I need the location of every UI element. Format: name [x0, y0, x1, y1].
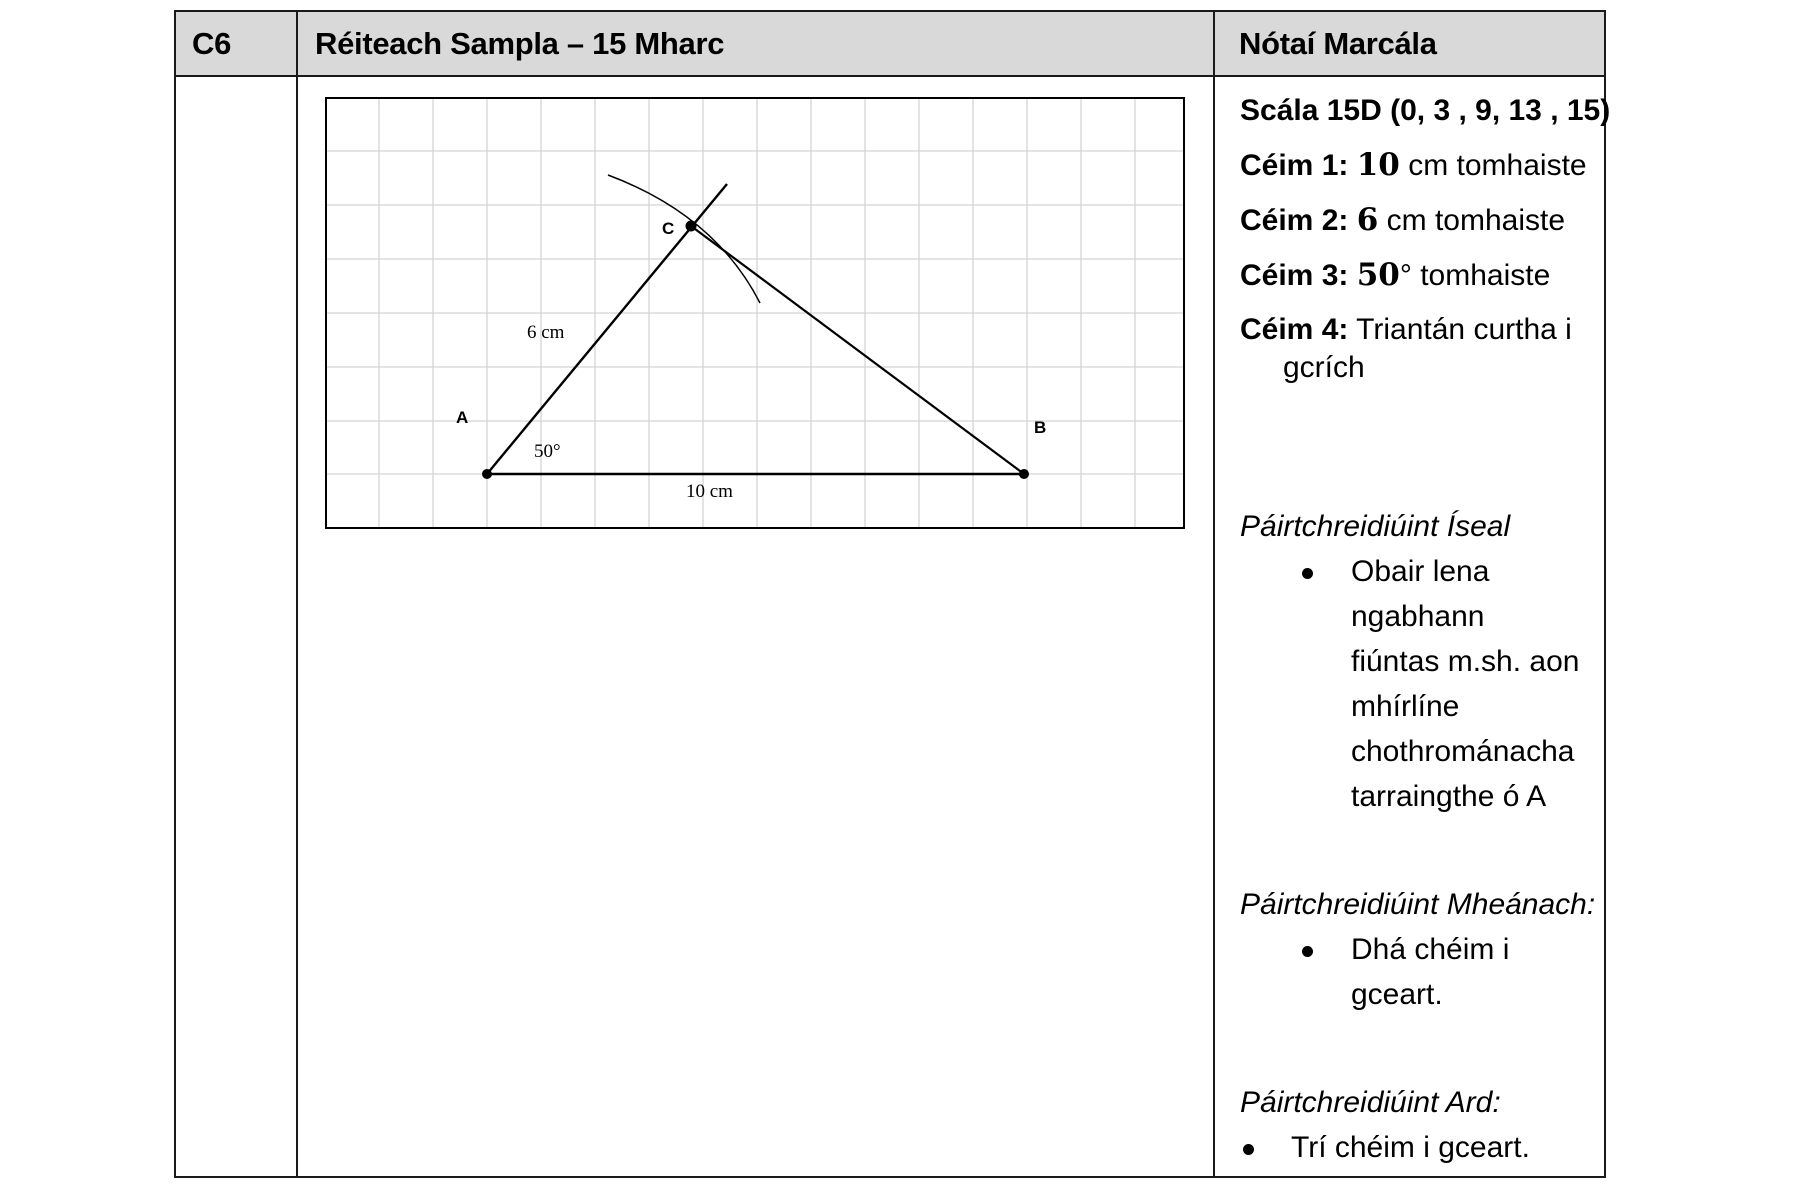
step-4-continuation: gcrích [1283, 351, 1365, 384]
partial-credit-low-bullet: Obair lena ngabhann fiúntas m.sh. aon mhírlíne chothrománacha tarraingthe ó A [1240, 549, 1600, 819]
step-1: Céim 1: 10 cm tomhaiste [1240, 147, 1587, 183]
side-ab-label: 10 cm [686, 481, 733, 502]
bullet-icon [1243, 1144, 1254, 1155]
step-4: Céim 4: Triantán curtha i [1240, 313, 1572, 346]
question-number: C6 [192, 25, 232, 61]
angle-a-label: 50° [534, 441, 561, 462]
partial-credit-mid-title: Páirtchreidiúint Mheánach: [1240, 888, 1596, 921]
column-divider [296, 12, 298, 1176]
partial-credit-mid-bullet: Dhá chéim i gceart. [1240, 927, 1600, 1017]
step-3: Céim 3: 50° tomhaiste [1240, 257, 1551, 293]
marking-notes [1240, 84, 1611, 1170]
side-cb [691, 226, 1024, 474]
solution-column-title: Réiteach Sampla – 15 Mharc [315, 25, 725, 61]
grid-lines [325, 97, 1185, 529]
scale-line: Scála 15D (0, 3 , 9, 13 , 15) [1240, 94, 1611, 127]
partial-credit-high-title: Páirtchreidiúint Ard: [1240, 1086, 1501, 1119]
notes-column-title: Nótaí Marcála [1239, 25, 1437, 61]
point-c [686, 221, 697, 232]
partial-credit-low-title: Páirtchreidiúint Íseal [1240, 510, 1511, 543]
bullet-icon [1302, 568, 1313, 579]
partial-credit-high-bullet: Trí chéim i gceart. [1240, 1125, 1600, 1170]
point-b [1019, 469, 1029, 479]
compass-arc [608, 175, 760, 303]
point-a [482, 469, 492, 479]
point-label-a: A [456, 408, 469, 427]
bullet-icon [1302, 946, 1313, 957]
point-label-c: C [662, 219, 675, 238]
triangle-construction-figure [325, 97, 1185, 529]
step-2: Céim 2: 6 cm tomhaiste [1240, 202, 1566, 238]
column-divider [1213, 12, 1215, 1176]
point-label-b: B [1034, 418, 1047, 437]
side-ac-label: 6 cm [527, 322, 565, 343]
